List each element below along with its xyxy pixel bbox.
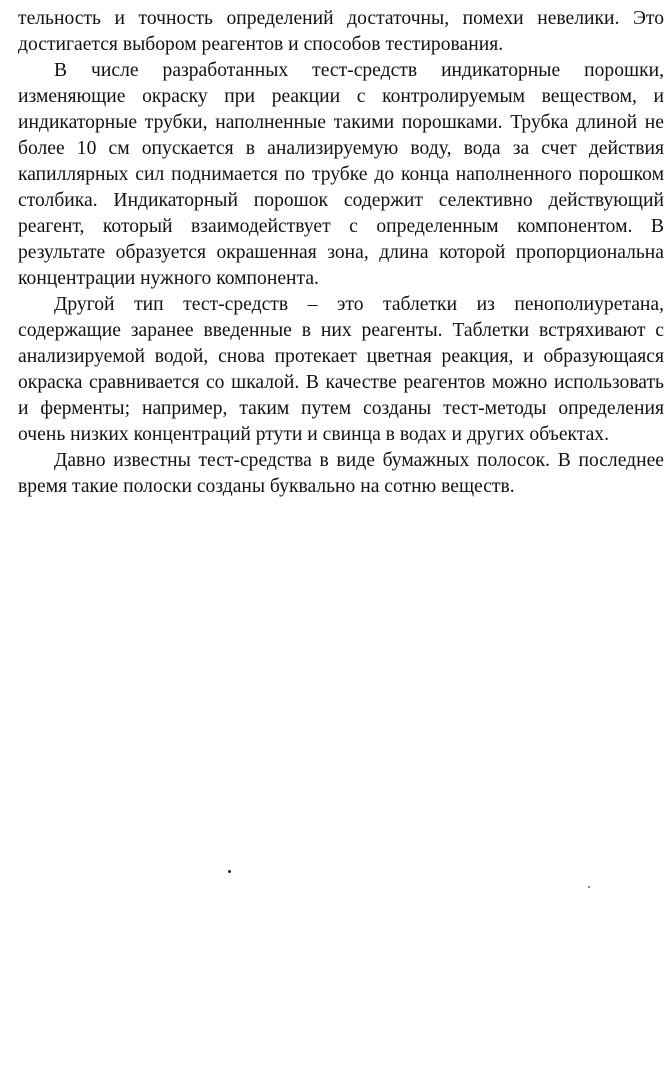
paragraph-paper-strips: Давно известны тест-средства в виде бумажных полосок. В последнее время такие полоски созданы буквально на сотню веществ. [18, 450, 664, 497]
paragraph-foam-tablets: Другой тип тест-средств – это таблетки из пенополиуретана, содержащие заранее введенные в них реагенты. Таблетки встряхивают с анализируемой водой, снова протекает цветная реакция, и образующаяся окраска сравнивается со шкалой. В качестве реагентов можно использовать и ферменты; например, таким путем созданы тест-методы определения очень низких концентраций ртути и свинца в водах и других объектах. [18, 294, 664, 445]
paragraph-indicator-powders: В числе разработанных тест-средств индикаторные порошки, изменяющие окраску при реакции с контролируемым веществом, и индикаторные трубки, наполненные такими порошками. Трубка длиной не более 10 см опускается в анализируемую воду, вода за счет действия капиллярных сил поднимается по трубке до конца наполненного порошком столбика. Индикаторный порошок содержит селективно действующий реагент, который взаимодействует с определенным компонентом. В результате образуется окрашенная зона, длина которой пропорциональна концентрации нужного компонента. [18, 60, 664, 289]
scan-speck [228, 870, 231, 873]
paragraph-continuation: тельность и точность определений достаточны, помехи невелики. Это достигается выбором реагентов и способов тестирования. [18, 8, 664, 55]
scan-speck [588, 886, 590, 888]
document-page [18, 6, 664, 500]
